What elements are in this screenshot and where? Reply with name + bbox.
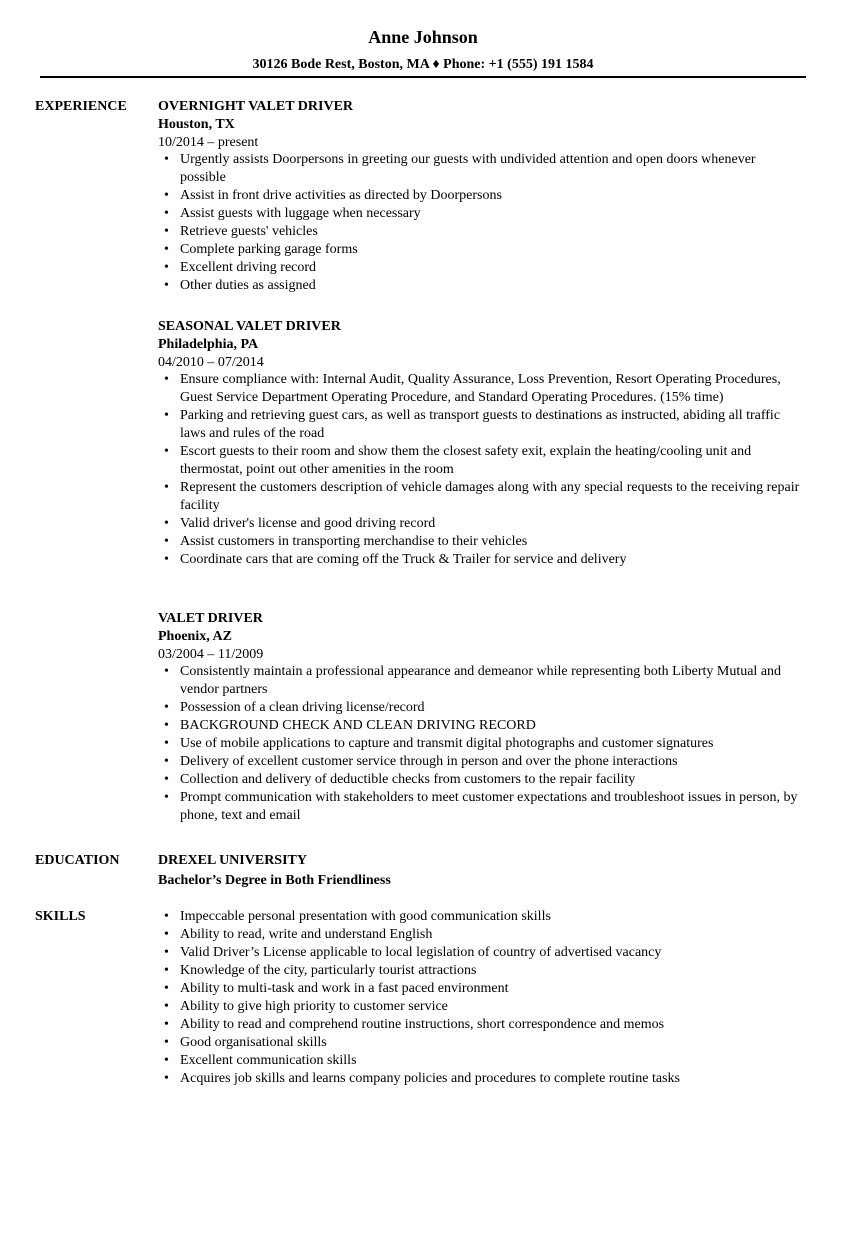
header-divider: [40, 76, 806, 78]
skills-heading: SKILLS: [35, 909, 86, 924]
job-dates: 03/2004 – 11/2009: [158, 647, 264, 662]
list-item: • Excellent driving record: [158, 259, 803, 277]
contact-line: 30126 Bode Rest, Boston, MA ♦ Phone: +1 (555) 191 1584: [252, 57, 594, 72]
list-item: • Coordinate cars that are coming off the Truck & Trailer for service and delivery: [158, 551, 803, 569]
job-location: Houston, TX: [158, 117, 235, 132]
list-item: • Represent the customers description of vehicle damages along with any special requests to the receiving repair facility: [158, 479, 803, 515]
list-item: • Prompt communication with stakeholders to meet customer expectations and troubleshoot issues in person, by phone, text and email: [158, 789, 803, 825]
list-item: • Ensure compliance with: Internal Audit, Quality Assurance, Loss Prevention, Resort Operating Procedures, Guest Service Department Operating Procedure, and Standard Operating Procedures. (15% time): [158, 371, 803, 407]
degree: Bachelor’s Degree in Both Friendliness: [158, 873, 391, 888]
list-item: • Delivery of excellent customer service through in person and over the phone interactions: [158, 753, 803, 771]
list-item: • Knowledge of the city, particularly tourist attractions: [158, 962, 803, 980]
job-entry: [158, 610, 803, 825]
education-heading: EDUCATION: [35, 853, 120, 868]
job-title: VALET DRIVER: [158, 611, 263, 626]
job-dates: 04/2010 – 07/2014: [158, 355, 264, 370]
list-item: • Complete parking garage forms: [158, 241, 803, 259]
education-body: [158, 852, 803, 890]
list-item: • Urgently assists Doorpersons in greeting our guests with undivided attention and open doors whenever possible: [158, 151, 803, 187]
list-item: • Assist guests with luggage when necessary: [158, 205, 803, 223]
skills-list: [158, 908, 803, 1088]
list-item: • Ability to give high priority to customer service: [158, 998, 803, 1016]
job-dates: 10/2014 – present: [158, 135, 259, 150]
list-item: • Acquires job skills and learns company policies and procedures to complete routine tasks: [158, 1070, 803, 1088]
list-item: • Excellent communication skills: [158, 1052, 803, 1070]
resume-header: [0, 26, 846, 74]
list-item: • Valid driver's license and good driving record: [158, 515, 803, 533]
skills-body: [158, 908, 803, 1088]
candidate-name: Anne Johnson: [368, 27, 478, 47]
experience-heading: EXPERIENCE: [35, 99, 127, 114]
list-item: • Assist customers in transporting merchandise to their vehicles: [158, 533, 803, 551]
list-item: • Impeccable personal presentation with good communication skills: [158, 908, 803, 926]
list-item: • BACKGROUND CHECK AND CLEAN DRIVING RECORD: [158, 717, 803, 735]
job-duties-list: [158, 663, 803, 825]
list-item: • Assist in front drive activities as directed by Doorpersons: [158, 187, 803, 205]
list-item: • Valid Driver’s License applicable to local legislation of country of advertised vacancy: [158, 944, 803, 962]
job-duties-list: [158, 371, 803, 569]
job-location: Phoenix, AZ: [158, 629, 232, 644]
school-name: DREXEL UNIVERSITY: [158, 853, 307, 868]
job-entry: [158, 318, 803, 569]
list-item: • Good organisational skills: [158, 1034, 803, 1052]
list-item: • Possession of a clean driving license/record: [158, 699, 803, 717]
list-item: • Other duties as assigned: [158, 277, 803, 295]
list-item: • Parking and retrieving guest cars, as well as transport guests to destinations as instructed, abiding all traffic laws and rules of the road: [158, 407, 803, 443]
list-item: • Ability to read and comprehend routine instructions, short correspondence and memos: [158, 1016, 803, 1034]
job-entry: [158, 98, 803, 295]
job-duties-list: [158, 151, 803, 295]
list-item: • Escort guests to their room and show them the closest safety exit, explain the heating/cooling unit and thermostat, point out other amenities in the room: [158, 443, 803, 479]
list-item: • Ability to multi-task and work in a fast paced environment: [158, 980, 803, 998]
list-item: • Collection and delivery of deductible checks from customers to the repair facility: [158, 771, 803, 789]
list-item: • Consistently maintain a professional appearance and demeanor while representing both Liberty Mutual and vendor partners: [158, 663, 803, 699]
job-title: OVERNIGHT VALET DRIVER: [158, 99, 354, 114]
job-title: SEASONAL VALET DRIVER: [158, 319, 341, 334]
list-item: • Use of mobile applications to capture and transmit digital photographs and customer signatures: [158, 735, 803, 753]
job-location: Philadelphia, PA: [158, 337, 259, 352]
list-item: • Retrieve guests' vehicles: [158, 223, 803, 241]
list-item: • Ability to read, write and understand English: [158, 926, 803, 944]
